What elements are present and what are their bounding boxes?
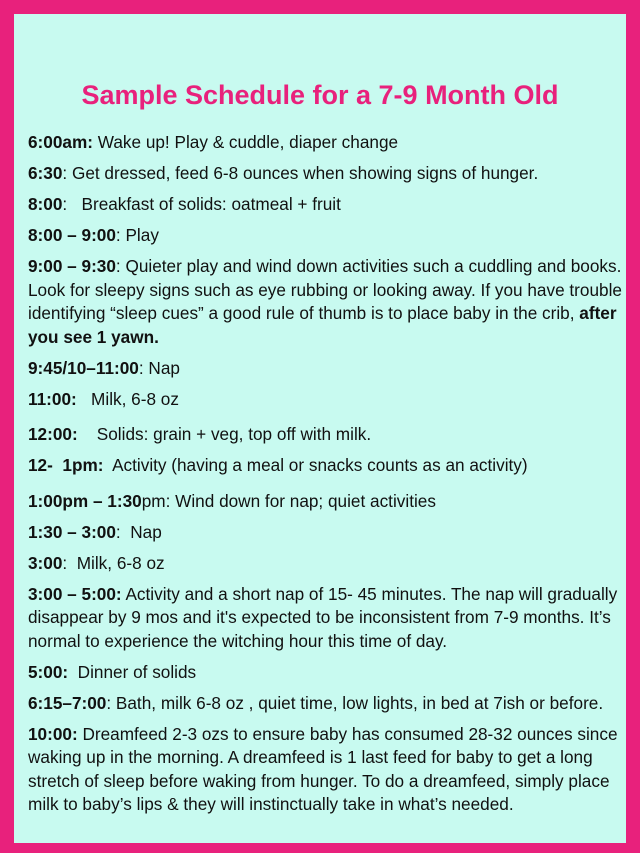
entry-text: : Nap (138, 357, 180, 378)
schedule-entry (28, 583, 628, 654)
entry-time: 9:45/10–11:00 (28, 357, 139, 378)
entry-text: : Bath, milk 6-8 oz , quiet time, low lights, in bed at 7ish or before. (106, 692, 604, 713)
schedule-entry (28, 490, 628, 514)
entry-text: Solids: grain + veg, top off with milk. (77, 424, 372, 444)
schedule-entry (28, 131, 628, 155)
schedule-entry (28, 454, 628, 478)
entry-text: Activity (having a meal or snacks counts as an activity) (103, 455, 528, 475)
entry-text: Dreamfeed 2-3 ozs to ensure baby has consumed 28-32 ounces since waking up in the morning. A dreamfeed is 1 last feed for baby to get a long stretch of sleep before waking from hunger. To do a dreamfeed, simply place milk to baby’s lips & they will instinctually take in what’s needed. (28, 723, 618, 814)
schedule-entry (28, 692, 628, 716)
entry-time: 3:00 (28, 552, 63, 573)
entry-text: : Quieter play and wind down activities such a cuddling and books. Look for sleepy signs such as eye rubbing or looking away. If you have trouble identifying “sleep cues” a good rule of thumb is to place baby in the crib, (28, 256, 622, 323)
entry-text: pm: Wind down for nap; quiet activities (141, 490, 436, 511)
entry-time: 1:00pm – 1:30 (28, 490, 142, 511)
schedule-entry (28, 723, 628, 817)
schedule-entry (28, 162, 628, 186)
entry-emphasis: after you see 1 yawn. (28, 303, 617, 347)
schedule-entry (28, 661, 628, 685)
schedule-entry (28, 193, 628, 217)
entry-time: 6:00am: (28, 132, 93, 152)
entry-time: 12:00: (28, 424, 78, 444)
entry-text: : Milk, 6-8 oz (62, 552, 165, 573)
schedule-entry (28, 255, 628, 349)
entry-time: 1:30 – 3:00 (28, 521, 116, 542)
entry-time: 6:30 (28, 163, 63, 183)
schedule-entry (28, 521, 628, 545)
entry-text: : Play (115, 225, 159, 245)
schedule-entry (28, 388, 628, 412)
entry-text: : Breakfast of solids: oatmeal + fruit (62, 194, 341, 214)
schedule-entry (28, 423, 628, 447)
entry-time: 11:00: (28, 388, 77, 409)
entry-time: 9:00 – 9:30 (28, 256, 116, 276)
entry-time: 10:00: (28, 723, 78, 744)
entry-time: 12- 1pm: (28, 455, 104, 475)
schedule-entry (28, 552, 628, 576)
entry-time: 5:00: (28, 661, 69, 682)
entry-text: : Nap (115, 521, 162, 542)
schedule-entry (28, 357, 628, 381)
entry-text: Activity and a short nap of 15- 45 minutes. The nap will gradually disappear by 9 mos and it's expected to be inconsistent from 7-9 months. It’s normal to experience the witching hour this time of day. (28, 583, 618, 651)
entry-time: 8:00 – 9:00 (28, 225, 116, 245)
entry-time: 3:00 – 5:00: (28, 583, 122, 604)
entry-text: Milk, 6-8 oz (76, 388, 179, 409)
entry-time: 8:00 (28, 194, 63, 214)
schedule-entry (28, 224, 628, 248)
entry-text: : Get dressed, feed 6-8 ounces when showing signs of hunger. (62, 163, 539, 183)
entry-text: Dinner of solids (68, 661, 197, 682)
page-title: Sample Schedule for a 7-9 Month Old (81, 80, 559, 110)
entry-text: Wake up! Play & cuddle, diaper change (92, 132, 399, 152)
entry-time: 6:15–7:00 (28, 692, 107, 713)
schedule-list (28, 131, 628, 824)
